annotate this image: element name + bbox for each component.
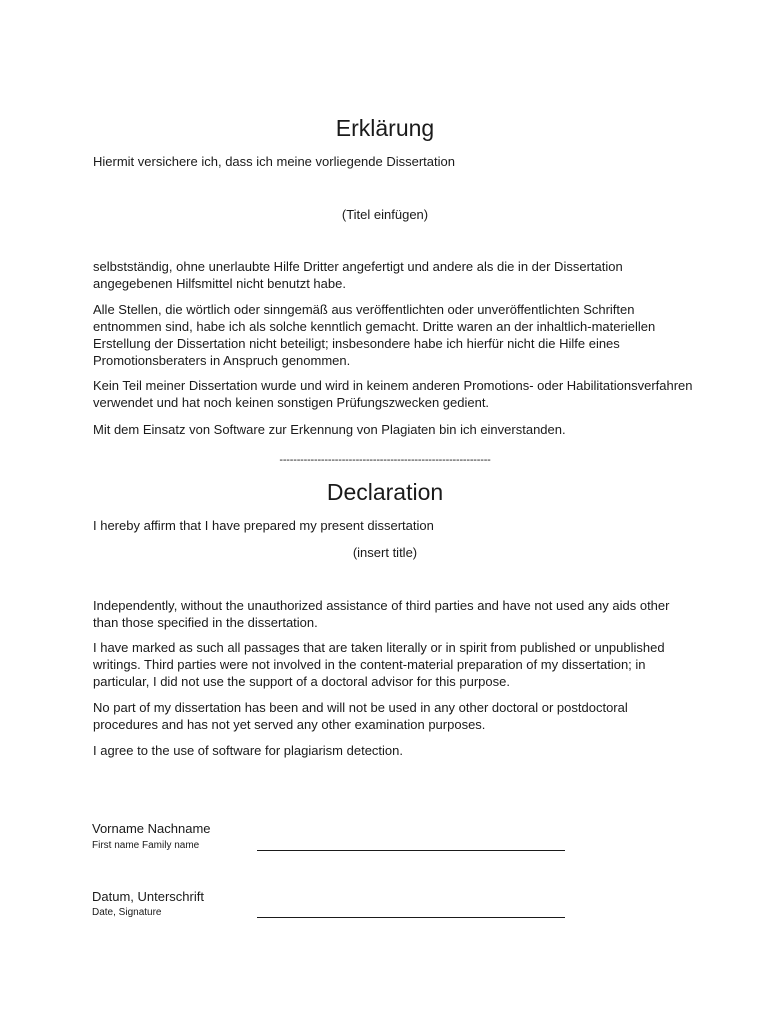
english-title-placeholder: (insert title) <box>352 545 418 560</box>
german-paragraph-3: Kein Teil meiner Dissertation wurde und wird in keinem anderen Promotions- oder Habilitationsverfahren verwendet und hat noch keinen sonstigen Prüfungszwecken gedient. <box>93 378 693 410</box>
name-sublabel: First name Family name <box>92 840 200 851</box>
name-label: Vorname Nachname <box>92 821 211 836</box>
german-title-placeholder: (Titel einfügen) <box>341 207 429 222</box>
english-title: Declaration <box>326 479 444 505</box>
date-label: Datum, Unterschrift <box>92 889 204 904</box>
german-intro: Hiermit versichere ich, dass ich meine vorliegende Dissertation <box>93 154 455 169</box>
date-sublabel: Date, Signature <box>92 907 162 918</box>
english-paragraph-3: No part of my dissertation has been and will not be used in any other doctoral or postdoctoral procedures and has not yet served any other examination purposes. <box>93 700 628 732</box>
english-paragraph-1: Independently, without the unauthorized assistance of third parties and have not used any aids other than those specified in the dissertation. <box>93 598 670 630</box>
german-paragraph-4: Mit dem Einsatz von Software zur Erkennung von Plagiaten bin ich einverstanden. <box>93 422 566 437</box>
date-signature-line[interactable] <box>257 917 565 918</box>
name-signature-line[interactable] <box>257 850 565 851</box>
english-intro: I hereby affirm that I have prepared my present dissertation <box>93 518 434 533</box>
german-paragraph-1: selbstständig, ohne unerlaubte Hilfe Dritter angefertigt und andere als die in der Dissertation angegebenen Hilfsmittel nicht benutzt habe. <box>93 259 623 291</box>
german-title: Erklärung <box>335 115 435 141</box>
english-paragraph-4: I agree to the use of software for plagiarism detection. <box>93 743 404 758</box>
section-separator: ------------------------------------------------------------- <box>279 454 491 466</box>
english-paragraph-2: I have marked as such all passages that are taken literally or in spirit from published or unpublished writings. Third parties were not involved in the content-material preparation of my dissertation; in particular, I did not use the support of a doctoral advisor for this purpose. <box>93 640 665 689</box>
german-paragraph-2: Alle Stellen, die wörtlich oder sinngemäß aus veröffentlichten oder unveröffentlichten Schriften entnommen sind, habe ich als solche kenntlich gemacht. Dritte waren an der inhaltlich-materiellen Erstellung der Dissertation nicht beteiligt; insbesondere habe ich hierfür nicht die Hilfe eines Promotionsberaters in Anspruch genommen. <box>93 302 656 368</box>
